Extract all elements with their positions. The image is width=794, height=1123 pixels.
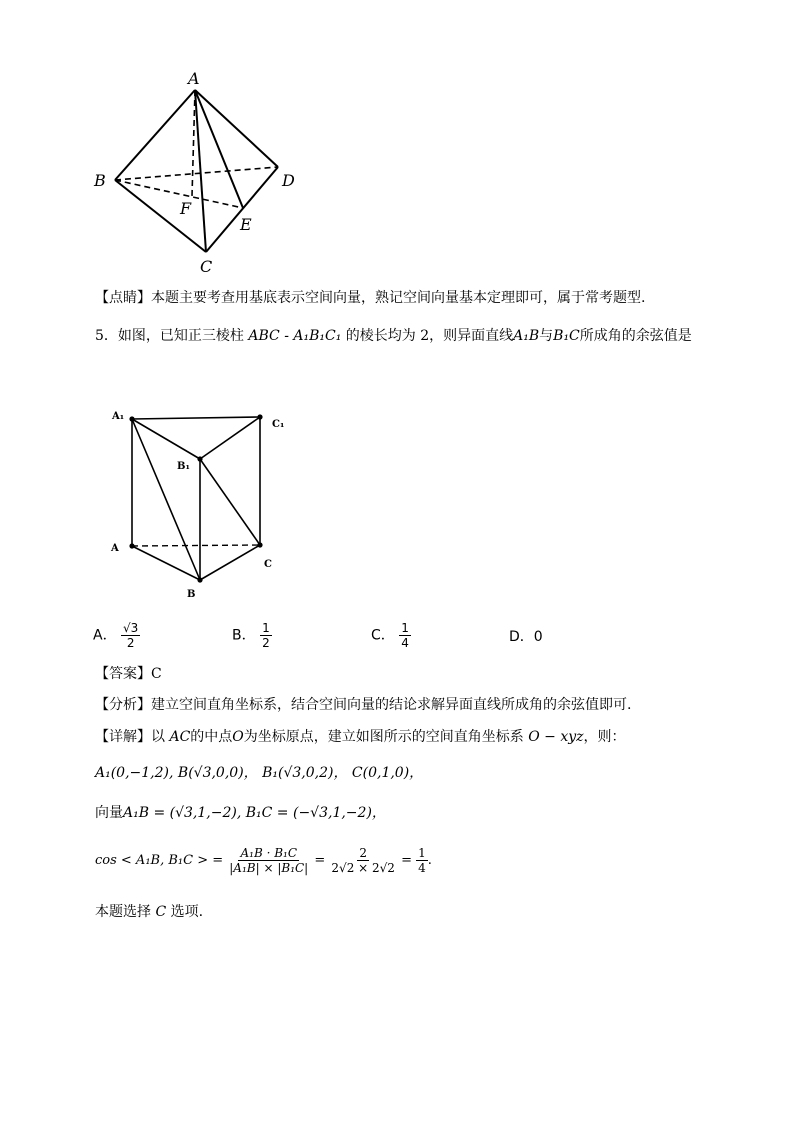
cos-den1: |A₁B| × |B₁C| [229,861,309,875]
option-c-letter: C． [371,627,395,644]
option-d-value: 0 [533,629,543,645]
question-line [95,326,692,346]
option-d[interactable] [509,627,543,647]
cos-eq2: = [401,853,412,868]
label-B: B [94,171,106,190]
question-and: 与 [539,328,554,344]
question-line1: A₁B [513,328,540,344]
option-d-letter: D． [509,629,534,645]
analysis-line [95,695,631,715]
label-B-prism: B [187,589,196,600]
comment-line [95,288,645,308]
label-B1: B₁ [177,461,190,472]
option-c-den: 4 [401,636,409,650]
cos-den3: 4 [418,861,426,875]
question-end: 所成角的余弦值是 [579,328,692,344]
detail-tag: 【详解】 [95,729,151,745]
label-A-prism: A [111,543,119,554]
conclusion-p2: 选项. [170,904,204,920]
detail-p2: 的中点 [190,729,233,745]
answer-line [95,664,162,684]
vectors-line [95,803,386,823]
detail-o: O [232,729,244,745]
option-b-den: 2 [262,636,270,650]
option-a-den: 2 [126,636,135,650]
label-C: C [200,257,213,276]
option-b[interactable] [232,621,272,650]
label-C1: C₁ [272,419,285,430]
label-E: E [240,215,252,234]
comment-text: 本题主要考查用基底表示空间向量，熟记空间向量基本定理即可，属于常考题型. [151,290,646,306]
option-c-num: 1 [401,621,409,635]
cos-num3: 1 [418,846,426,860]
cosine-line [95,846,432,875]
option-b-letter: B． [232,627,256,644]
cos-num2: 2 [359,846,367,860]
detail-ac: AC [169,729,191,745]
answer-value: C [151,666,162,682]
cos-num1: A₁B · B₁C [240,846,298,860]
conclusion-p1: 本题选择 [95,904,151,920]
coords-line: A₁(0,−1,2), B(√3,0,0)， B₁(√3,0,2)， C(0,1,0)， [95,765,424,781]
detail-p1: 以 [151,729,165,745]
cos-eq: = [314,853,326,868]
detail-line [95,727,626,747]
answer-tag: 【答案】 [95,666,151,682]
question-intro: 如图，已知正三棱柱 [117,328,244,344]
cos-left: cos < A₁B, B₁C > = [95,853,224,868]
conclusion-line [95,902,203,922]
conclusion-c: C [155,904,167,920]
question-mid: 的棱长均为 2，则异面直线 [345,328,514,344]
detail-p3: 为坐标原点，建立如图所示的空间直角坐标系 [243,729,524,745]
analysis-tag: 【分析】 [95,697,151,713]
cos-end: . [427,853,432,868]
label-A: A [188,70,200,88]
vectors-value: A₁B = (√3,1,−2), B₁C = (−√3,1,−2)， [123,805,386,821]
option-a[interactable] [93,621,140,650]
prism-figure [105,405,295,605]
question-prism: ABC - A₁B₁C₁ [248,328,342,344]
detail-p4: ，则： [583,729,626,745]
label-A1: A₁ [112,411,125,422]
option-b-num: 1 [262,621,270,635]
label-F: F [180,199,192,218]
detail-system: O − xyz [528,729,584,745]
label-D: D [282,171,295,190]
option-a-letter: A． [93,627,117,644]
cos-den2: 2√2 × 2√2 [331,861,395,875]
vectors-prefix: 向量 [95,805,123,821]
analysis-text: 建立空间直角坐标系，结合空间向量的结论求解异面直线所成角的余弦值即可. [151,697,632,713]
option-c[interactable] [371,621,411,650]
option-a-num: √3 [123,621,139,635]
tetrahedron-figure [80,70,320,280]
comment-tag: 【点睛】 [95,290,151,306]
question-line2: B₁C [553,328,580,344]
question-number: 5． [95,328,118,344]
label-C-prism: C [264,559,272,570]
